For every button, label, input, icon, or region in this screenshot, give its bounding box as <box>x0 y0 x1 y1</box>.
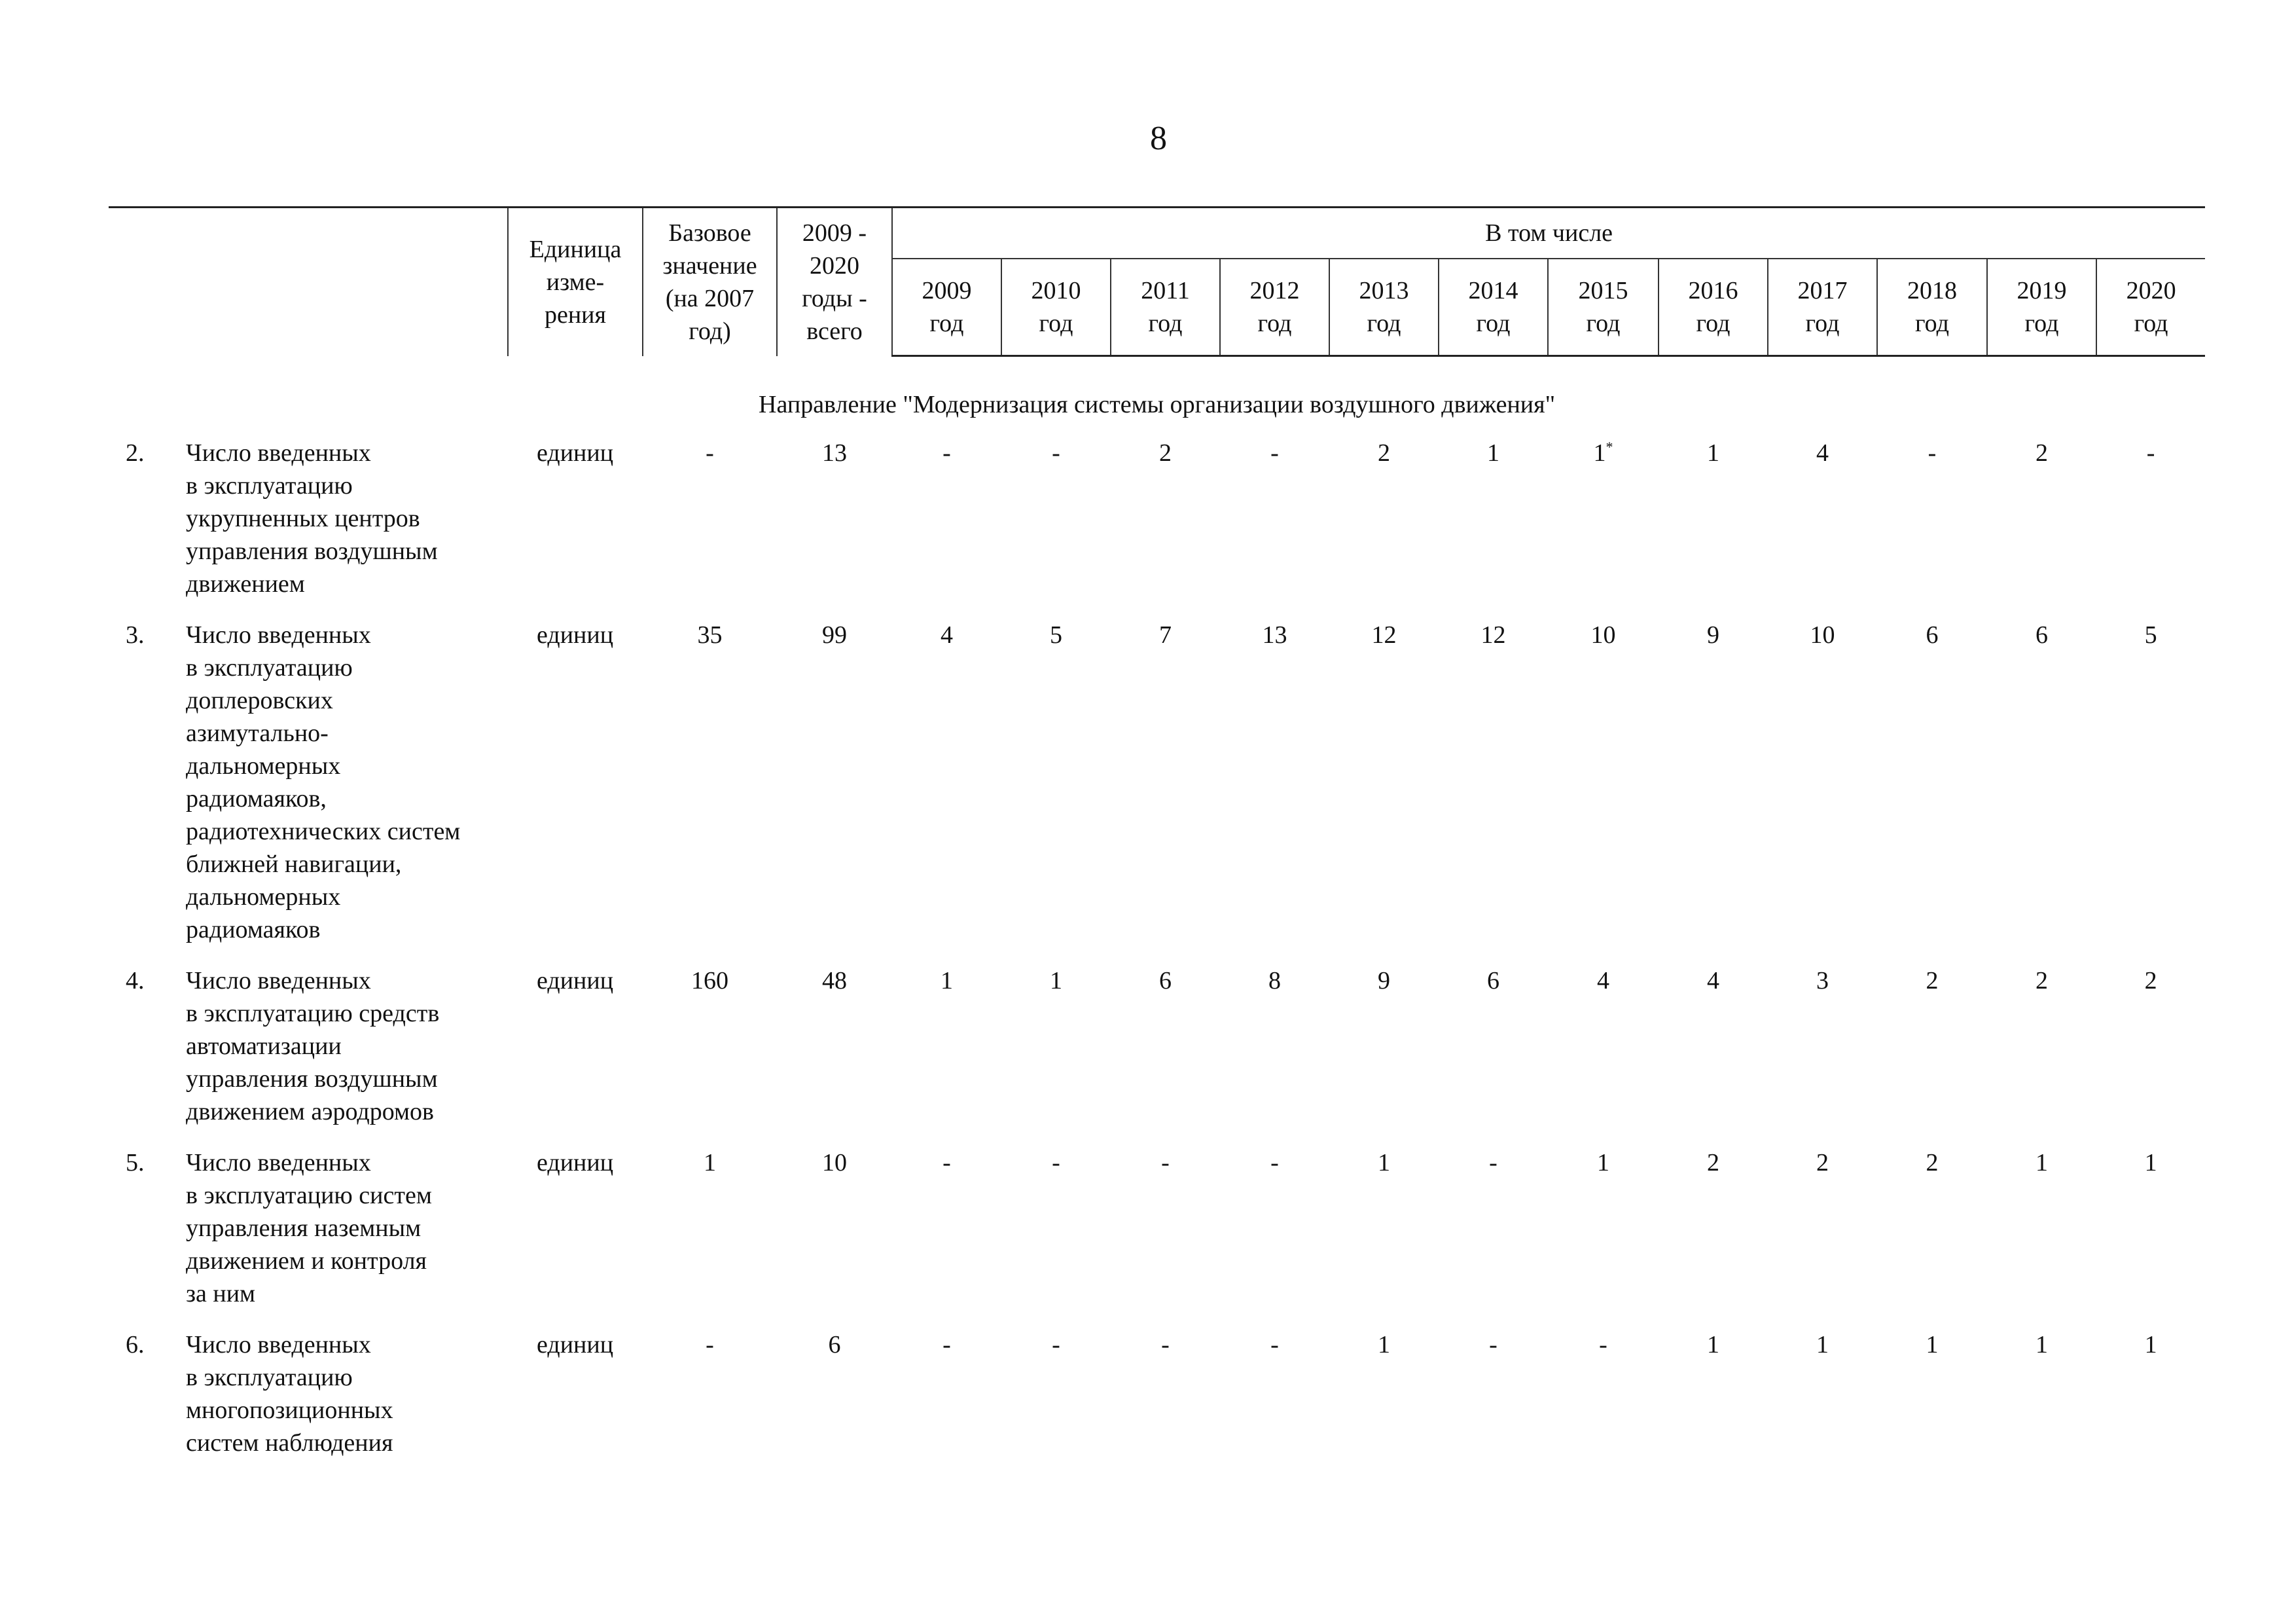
year-value: 1 <box>1707 439 1719 467</box>
year-value-cell <box>1220 955 1329 1137</box>
header-year-word: год <box>1586 310 1621 337</box>
table-body <box>109 356 2205 1469</box>
indicator-name <box>179 1319 508 1468</box>
year-value-cell <box>1439 1137 1548 1319</box>
indicator-name-line: Число введенных <box>186 1149 371 1176</box>
header-year-number: 2018 <box>1907 277 1957 304</box>
indicator-name-line: за ним <box>186 1280 256 1307</box>
year-value-cell <box>1548 610 1659 955</box>
header-year-1 <box>1001 259 1111 356</box>
year-value-cell <box>1768 1319 1877 1468</box>
year-value-cell <box>1329 955 1439 1137</box>
year-value: 1 <box>1378 1149 1390 1176</box>
header-year-2 <box>1111 259 1220 356</box>
year-value: 1 <box>1597 1149 1609 1176</box>
indicator-name <box>179 955 508 1137</box>
year-value-cell <box>2096 610 2205 955</box>
year-value-cell <box>1877 1137 1987 1319</box>
total-cell: 99 <box>822 621 847 649</box>
year-value-cell <box>1001 610 1111 955</box>
year-value-cell <box>1329 428 1439 610</box>
header-year-word: год <box>1148 310 1183 337</box>
header-year-9 <box>1877 259 1987 356</box>
year-value-cell <box>1548 428 1659 610</box>
header-year-word: год <box>929 310 964 337</box>
year-value-cell <box>1987 1319 2096 1468</box>
year-value-cell <box>1768 1137 1877 1319</box>
year-value-cell <box>1001 1137 1111 1319</box>
header-year-5 <box>1439 259 1548 356</box>
year-value-cell <box>1987 428 2096 610</box>
direction-title: Направление "Модернизация системы организации воздушного движения" <box>759 391 1556 418</box>
year-value: 1 <box>2036 1331 2048 1359</box>
year-value-cell <box>1877 610 1987 955</box>
indicator-name-line: в эксплуатацию средств <box>186 1000 440 1027</box>
year-value: 2 <box>2036 439 2048 467</box>
indicator-name-line: автоматизации <box>186 1032 342 1060</box>
year-value: 4 <box>1707 967 1719 994</box>
year-value: 6 <box>1159 967 1172 994</box>
row-number: 6. <box>126 1331 145 1359</box>
base-value-cell: - <box>706 439 714 467</box>
base-value-cell: - <box>706 1331 714 1359</box>
year-value-cell <box>1439 428 1548 610</box>
year-value-cell <box>1220 610 1329 955</box>
year-value-cell <box>1329 1319 1439 1468</box>
year-value: - <box>1052 1149 1060 1176</box>
base-value-cell: 1 <box>704 1149 716 1176</box>
header-year-word: год <box>2134 310 2168 337</box>
indicator-name-line: движением <box>186 570 305 598</box>
unit-cell: единиц <box>537 439 614 467</box>
year-value-cell <box>1439 610 1548 955</box>
year-value: 4 <box>1597 967 1609 994</box>
unit-cell: единиц <box>537 1149 614 1176</box>
header-year-word: год <box>1039 310 1073 337</box>
year-value-cell <box>892 1137 1001 1319</box>
indicator-name-line: радиомаяков <box>186 916 321 943</box>
year-value: 1 <box>1050 967 1062 994</box>
year-value: 9 <box>1707 621 1719 649</box>
indicator-name-line: дальномерных <box>186 752 341 780</box>
indicator-name-line: Число введенных <box>186 439 371 467</box>
year-value: 1 <box>1926 1331 1939 1359</box>
header-year-0 <box>892 259 1001 356</box>
year-value: 13 <box>1262 621 1287 649</box>
header-year-number: 2015 <box>1578 277 1628 304</box>
indicator-name-line: радиомаяков, <box>186 785 327 812</box>
year-value-cell <box>892 610 1001 955</box>
year-value-cell <box>1111 1319 1220 1468</box>
indicator-name-line: систем наблюдения <box>186 1429 393 1457</box>
year-value-cell <box>1111 428 1220 610</box>
total-cell: 13 <box>822 439 847 467</box>
year-value-cell <box>1877 1319 1987 1468</box>
header-year-number: 2010 <box>1031 277 1081 304</box>
indicator-name-line: радиотехнических систем <box>186 818 461 845</box>
header-in-including: В том числе <box>892 208 2205 259</box>
year-value-cell <box>1659 1137 1768 1319</box>
unit-cell: единиц <box>537 621 614 649</box>
indicator-name-line: в эксплуатацию <box>186 472 353 500</box>
year-value-cell <box>2096 955 2205 1137</box>
indicator-name <box>179 1137 508 1319</box>
year-value: 1 <box>2036 1149 2048 1176</box>
indicator-name-line: дальномерных <box>186 883 341 911</box>
row-number: 4. <box>126 967 145 994</box>
year-value: 4 <box>941 621 953 649</box>
year-value-cell <box>1987 610 2096 955</box>
year-value-cell <box>1987 955 2096 1137</box>
year-value: 2 <box>1707 1149 1719 1176</box>
year-value: - <box>942 1149 951 1176</box>
year-value-cell <box>1768 610 1877 955</box>
total-cell: 10 <box>822 1149 847 1176</box>
year-value: 5 <box>2144 621 2157 649</box>
indicator-name <box>179 428 508 610</box>
header-unit: Единица изме- рения <box>508 208 643 356</box>
header-year-number: 2020 <box>2126 277 2176 304</box>
year-value-cell <box>2096 1137 2205 1319</box>
year-value: 1 <box>1378 1331 1390 1359</box>
indicator-name <box>179 610 508 955</box>
footnote-mark: * <box>1605 439 1613 455</box>
year-value: 2 <box>1816 1149 1829 1176</box>
table-row <box>109 610 2205 955</box>
total-cell: 48 <box>822 967 847 994</box>
header-empty-cell <box>109 208 508 356</box>
year-value-cell <box>1659 955 1768 1137</box>
year-value: 2 <box>1378 439 1390 467</box>
header-year-number: 2016 <box>1688 277 1738 304</box>
year-value: 6 <box>2036 621 2048 649</box>
year-value: 10 <box>1590 621 1616 649</box>
indicator-name-line: Число введенных <box>186 1331 371 1359</box>
header-base-value: Базовое значение (на 2007 год) <box>643 208 777 356</box>
year-value: - <box>1270 439 1279 467</box>
year-value-cell <box>1768 428 1877 610</box>
year-value: - <box>1052 1331 1060 1359</box>
base-value-cell: 160 <box>691 967 728 994</box>
year-value: - <box>1270 1149 1279 1176</box>
indicator-name-line: управления воздушным <box>186 1065 438 1093</box>
year-value-cell <box>1987 1137 2096 1319</box>
year-value-cell <box>1220 1319 1329 1468</box>
year-value-cell <box>1111 610 1220 955</box>
header-total: 2009 - 2020 годы - всего <box>777 208 892 356</box>
header-year-3 <box>1220 259 1329 356</box>
year-value: 1 <box>1707 1331 1719 1359</box>
indicator-name-line: управления воздушным <box>186 538 438 565</box>
base-value-cell: 35 <box>697 621 723 649</box>
year-value: 10 <box>1810 621 1835 649</box>
header-year-word: год <box>1915 310 1949 337</box>
indicator-name-line: в эксплуатацию <box>186 654 353 682</box>
year-value: 1 <box>1816 1331 1829 1359</box>
header-year-word: год <box>1257 310 1292 337</box>
year-value: 12 <box>1480 621 1506 649</box>
header-year-10 <box>1987 259 2096 356</box>
header-year-number: 2009 <box>922 277 972 304</box>
year-value: - <box>1489 1331 1498 1359</box>
header-year-number: 2014 <box>1468 277 1518 304</box>
year-value: 1 <box>2144 1149 2157 1176</box>
year-value-cell <box>1111 955 1220 1137</box>
year-value: - <box>2146 439 2155 467</box>
year-value: 3 <box>1816 967 1829 994</box>
year-value-cell <box>1439 1319 1548 1468</box>
year-value-cell <box>1111 1137 1220 1319</box>
indicator-name-line: в эксплуатацию систем <box>186 1182 432 1209</box>
header-year-7 <box>1659 259 1768 356</box>
table-row <box>109 1137 2205 1319</box>
header-year-number: 2011 <box>1141 277 1190 304</box>
year-value-cell <box>1659 610 1768 955</box>
year-value: - <box>1161 1149 1170 1176</box>
year-value: 8 <box>1268 967 1281 994</box>
year-value-cell <box>1220 428 1329 610</box>
year-value-cell <box>1548 1319 1659 1468</box>
direction-row <box>109 356 2205 428</box>
year-value-cell <box>2096 428 2205 610</box>
year-value-cell <box>1001 1319 1111 1468</box>
year-value: 2 <box>1926 967 1939 994</box>
header-year-word: год <box>1696 310 1731 337</box>
header-year-number: 2012 <box>1249 277 1300 304</box>
year-value: 7 <box>1159 621 1172 649</box>
year-value: - <box>942 1331 951 1359</box>
unit-cell: единиц <box>537 1331 614 1359</box>
year-value-cell <box>1548 955 1659 1137</box>
year-value-cell <box>892 955 1001 1137</box>
indicators-table <box>109 206 2205 1468</box>
header-year-11 <box>2096 259 2205 356</box>
indicator-name-line: в эксплуатацию <box>186 1364 353 1391</box>
table-row <box>109 1319 2205 1468</box>
year-value-cell <box>2096 1319 2205 1468</box>
year-value: - <box>1052 439 1060 467</box>
row-number: 3. <box>126 621 145 649</box>
header-year-number: 2013 <box>1359 277 1409 304</box>
total-cell: 6 <box>828 1331 841 1359</box>
header-year-4 <box>1329 259 1439 356</box>
year-value-cell <box>1001 428 1111 610</box>
year-value-cell <box>1439 955 1548 1137</box>
year-value: - <box>1928 439 1937 467</box>
header-year-word: год <box>1367 310 1401 337</box>
year-value: 2 <box>1159 439 1172 467</box>
year-value: 1 <box>1593 439 1606 467</box>
header-year-number: 2017 <box>1797 277 1848 304</box>
year-value-cell <box>1659 1319 1768 1468</box>
year-value-cell <box>1877 955 1987 1137</box>
indicator-name-line: управления наземным <box>186 1214 422 1242</box>
year-value: 6 <box>1926 621 1939 649</box>
row-number: 5. <box>126 1149 145 1176</box>
year-value: 5 <box>1050 621 1062 649</box>
year-value: - <box>1161 1331 1170 1359</box>
table-row <box>109 955 2205 1137</box>
year-value: - <box>1599 1331 1607 1359</box>
year-value: 2 <box>2036 967 2048 994</box>
year-value-cell <box>892 1319 1001 1468</box>
year-value: 4 <box>1816 439 1829 467</box>
year-value: 1 <box>1487 439 1499 467</box>
year-value: 6 <box>1487 967 1499 994</box>
year-value-cell <box>1329 610 1439 955</box>
year-value: - <box>1270 1331 1279 1359</box>
year-value-cell <box>1877 428 1987 610</box>
year-value: 2 <box>1926 1149 1939 1176</box>
header-year-6 <box>1548 259 1659 356</box>
year-value-cell <box>1220 1137 1329 1319</box>
year-value-cell <box>1659 428 1768 610</box>
row-number: 2. <box>126 439 145 467</box>
indicator-name-line: азимутально- <box>186 720 329 747</box>
year-value-cell <box>1329 1137 1439 1319</box>
year-value-cell <box>1768 955 1877 1137</box>
year-value: 12 <box>1371 621 1397 649</box>
indicator-name-line: Число введенных <box>186 621 371 649</box>
indicator-name-line: доплеровских <box>186 687 333 714</box>
table-header <box>109 208 2205 356</box>
header-year-word: год <box>1476 310 1511 337</box>
page-number: 8 <box>1150 120 1167 157</box>
header-year-8 <box>1768 259 1877 356</box>
year-value: - <box>942 439 951 467</box>
year-value: 2 <box>2144 967 2157 994</box>
header-year-number: 2019 <box>2017 277 2067 304</box>
year-value-cell <box>1548 1137 1659 1319</box>
header-year-word: год <box>1805 310 1840 337</box>
indicator-name-line: многопозиционных <box>186 1396 393 1424</box>
unit-cell: единиц <box>537 967 614 994</box>
header-year-word: год <box>2024 310 2059 337</box>
indicator-name-line: движением и контроля <box>186 1247 427 1275</box>
year-value: 1 <box>2144 1331 2157 1359</box>
year-value-cell <box>892 428 1001 610</box>
year-value: 1 <box>941 967 953 994</box>
year-value: 9 <box>1378 967 1390 994</box>
table-row <box>109 428 2205 610</box>
year-value-cell <box>1001 955 1111 1137</box>
indicator-name-line: ближней навигации, <box>186 850 402 878</box>
indicator-name-line: Число введенных <box>186 967 371 994</box>
year-value: - <box>1489 1149 1498 1176</box>
indicator-name-line: укрупненных центров <box>186 505 420 532</box>
indicator-name-line: движением аэродромов <box>186 1098 434 1125</box>
